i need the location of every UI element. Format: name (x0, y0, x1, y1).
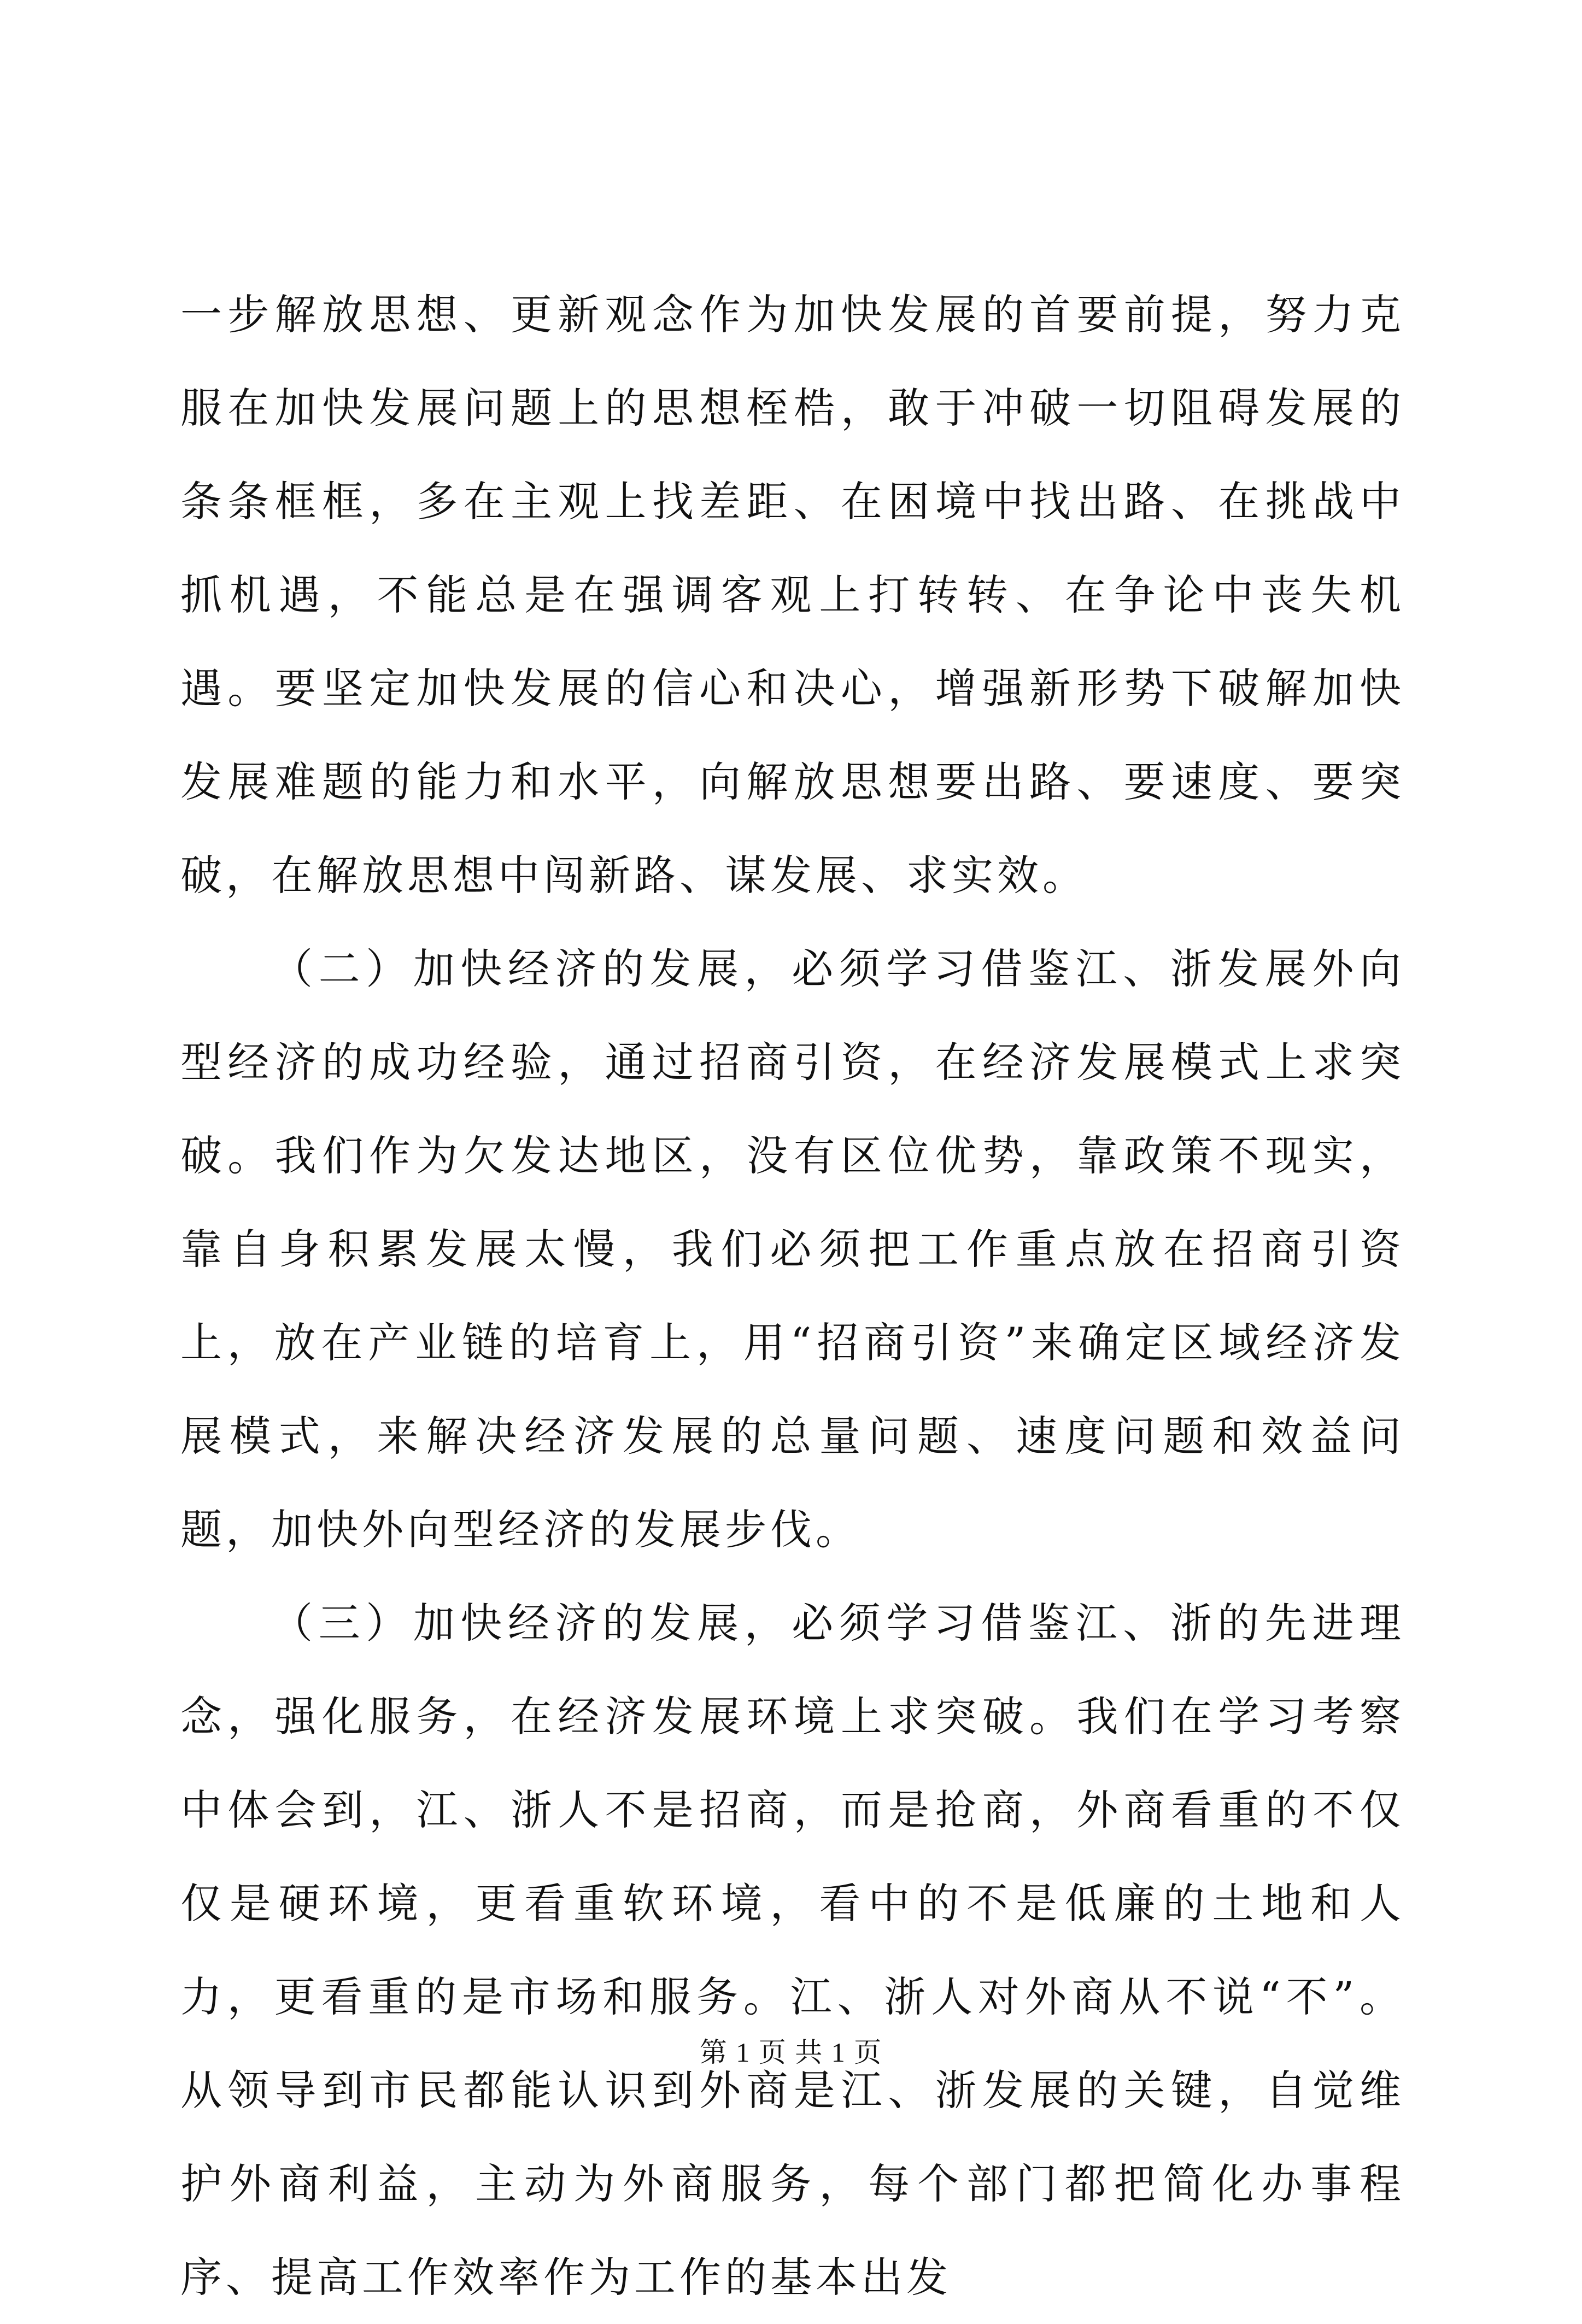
page-footer: 第 1 页 共 1 页 (699, 2037, 883, 2068)
paragraph-2: （二）加快经济的发展，必须学习借鉴江、浙发展外向型经济的成功经验，通过招商引资，在经济发展模式上求突破。我们作为欠发达地区，没有区位优势，靠政策不现实，靠自身积累发展太慢，我们必须把工作重点放在招商引资上，放在产业链的培育上，用“招商引资”来确定区域经济发展模式，来解决经济发展的总量问题、速度问题和效益问题，加快外向型经济的发展步伐。 (180, 944, 1405, 1554)
paragraph-1: 一步解放思想、更新观念作为加快发展的首要前提，努力克服在加快发展问题上的思想桎梏，敢于冲破一切阻碍发展的条条框框，多在主观上找差距、在困境中找出路、在挑战中抓机遇，不能总是在强调客观上打转转、在争论中丧失机遇。要坚定加快发展的信心和决心，增强新形势下破解加快发展难题的能力和水平，向解放思想要出路、要速度、要突破，在解放思想中闯新路、谋发展、求实效。 (180, 290, 1405, 900)
paragraph-3: （三）加快经济的发展，必须学习借鉴江、浙的先进理念，强化服务，在经济发展环境上求突破。我们在学习考察中体会到，江、浙人不是招商，而是抢商，外商看重的不仅仅是硬环境，更看重软环境，看中的不是低廉的土地和人力，更看重的是市场和服务。江、浙人对外商从不说“不”。从领导到市民都能认识到外商是江、浙发展的关键，自觉维护外商利益，主动为外商服务，每个部门都把简化办事程序、提高工作效率作为工作的基本出发 (180, 1599, 1405, 2302)
document-body (180, 268, 1405, 2324)
